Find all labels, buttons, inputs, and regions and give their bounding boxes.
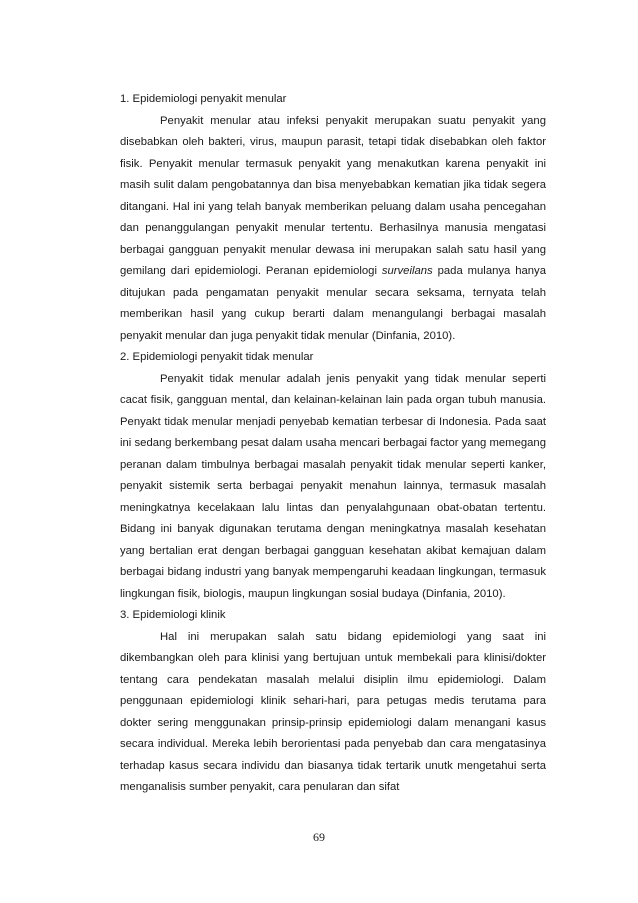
paragraph-text: pada mulanya hanya ditujukan pada pengamatan penyakit menular secara seksama, ternyata telah memberikan hasil yang cukup berarti dalam menangulangi berbagai masalah penyakit menular dan juga penyakit tidak menular (Dinfania, 2010).: [120, 265, 546, 342]
section-heading-1: 1. Epidemiologi penyakit menular: [120, 93, 287, 105]
section-paragraph-1: [120, 111, 546, 348]
italic-term-surveilans: surveilans: [381, 265, 433, 277]
page-content: [120, 89, 546, 799]
paragraph-text: Penyakit menular atau infeksi penyakit merupakan suatu penyakit yang disebabkan oleh bakteri, virus, maupun parasit, tetapi tidak disebabkan oleh faktor fisik. Penyakit menular termasuk penyakit yang menakutkan karena penyakit ini masih sulit dalam pengobatannya dan bisa menyebabkan kematian jika tidak segera ditangani. Hal ini yang telah banyak memberikan peluang dalam usaha pencegahan dan penanggulangan penyakit menular tertentu. Berhasilnya manusia mengatasi berbagai gangguan penyakit menular dewasa ini merupakan salah satu hasil yang gemilang dari epidemiologi. Peranan epidemiologi: [120, 114, 546, 277]
section-paragraph-3: Hal ini merupakan salah satu bidang epidemiologi yang saat ini dikembangkan oleh para klinisi yang bertujuan untuk membekali para klinisi/dokter tentang cara pendekatan masalah melalui disiplin ilmu epidemiologi. Dalam penggunaan epidemiologi klinik sehari-hari, para petugas medis terutama para dokter sering menggunakan prinsip-prinsip epidemiologi dalam menangani kasus secara individual. Mereka lebih berorientasi pada penyebab dan cara mengatasinya terhadap kasus secara individu dan biasanya tidak tertarik unutk mengetahui serta menganalisis sumber penyakit, cara penularan dan sifat: [120, 630, 546, 793]
section-heading-3: 3. Epidemiologi klinik: [120, 609, 226, 621]
page-number: 69: [313, 830, 325, 844]
section-paragraph-2: Penyakit tidak menular adalah jenis penyakit yang tidak menular seperti cacat fisik, gangguan mental, dan kelainan-kelainan lain pada organ tubuh manusia. Penyakt tidak menular menjadi penyebab kematian terbesar di Indonesia. Pada saat ini sedang berkembang pesat dalam usaha mencari berbagai factor yang memegang peranan dalam timbulnya berbagai masalah penyakit tidak menular seperti kanker, penyakit sistemik serta berbagai penyakit menahun lainnya, termasuk masalah meningkatnya kecelakaan lalu lintas dan penyalahgunaan obat-obatan tertentu. Bidang ini banyak digunakan terutama dengan meningkatnya masalah kesehatan yang bertalian erat dengan berbagai gangguan kesehatan akibat kemajuan dalam berbagai bidang industri yang banyak mempengaruhi keadaan lingkungan, termasuk lingkungan fisik, biologis, maupun lingkungan sosial budaya (Dinfania, 2010).: [120, 372, 546, 600]
section-heading-2: 2. Epidemiologi penyakit tidak menular: [120, 351, 314, 363]
